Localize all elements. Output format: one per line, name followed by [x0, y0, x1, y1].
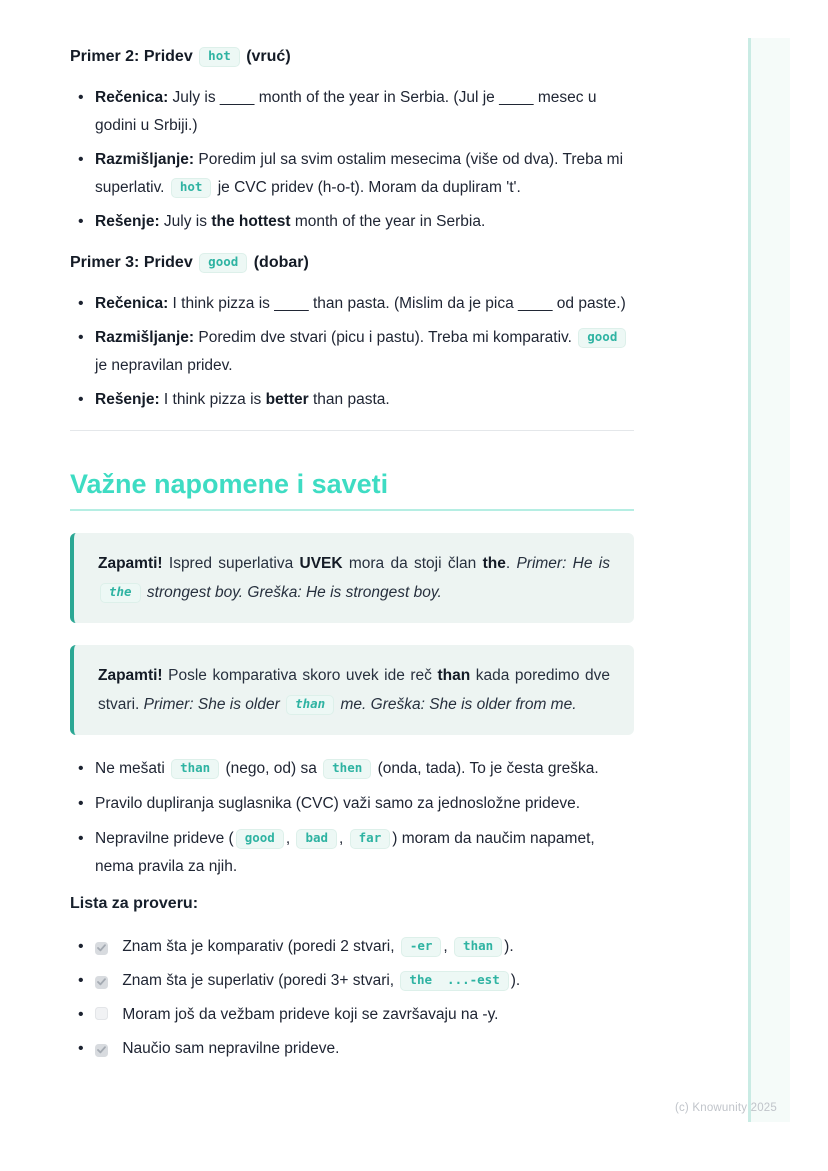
- text-segment: Rečenica:: [95, 295, 169, 312]
- checklist-item: [70, 967, 634, 995]
- checkmark-icon: [97, 1046, 106, 1054]
- text-segment: (nego, od) sa: [221, 760, 322, 777]
- list-item-text: [95, 151, 623, 196]
- code-chip: the ...-est: [400, 971, 508, 991]
- text-segment: je CVC pridev (h-o-t). Moram da dupliram 't'.: [213, 179, 521, 196]
- checkmark-icon: [97, 944, 106, 952]
- document-content: [70, 40, 634, 1069]
- text-segment: Rečenica:: [95, 89, 169, 106]
- list-item-text: [95, 329, 628, 374]
- text-segment: Razmišljanje:: [95, 329, 195, 346]
- text-segment: (onda, tada). To je česta greška.: [373, 760, 599, 777]
- list-item: [70, 825, 634, 881]
- text-segment: ,: [339, 830, 348, 847]
- text-segment: Ispred superlativa: [162, 555, 300, 572]
- list-item-text: [95, 89, 596, 134]
- example-2-list: [70, 84, 634, 236]
- text-segment: Posle komparativa skoro uvek ide reč: [162, 667, 438, 684]
- text-segment: I think pizza is ____ than pasta. (Mislim da je pica ____ od paste.): [168, 295, 626, 312]
- list-item: [70, 208, 634, 236]
- text-segment: Primer 3: Pridev: [70, 254, 198, 271]
- text-segment: month of the year in Serbia.: [290, 213, 486, 230]
- text-segment: (vruć): [241, 48, 291, 65]
- list-item: [70, 146, 634, 202]
- list-item: [70, 755, 634, 783]
- text-segment: mora da stoji član: [342, 555, 483, 572]
- checklist-item-text: [122, 972, 520, 989]
- text-segment: ,: [443, 938, 453, 955]
- list-item-text: [95, 295, 626, 312]
- text-segment: UVEK: [299, 555, 343, 572]
- section-title: Važne napomene i saveti: [70, 467, 634, 511]
- text-segment: Znam šta je komparativ (poredi 2 stvari,: [122, 938, 399, 955]
- text-segment: (dobar): [249, 254, 309, 271]
- callout-note-1: [70, 533, 634, 623]
- text-segment: je nepravilan pridev.: [95, 357, 233, 374]
- list-item-text: [95, 391, 390, 408]
- code-chip: good: [578, 328, 626, 348]
- text-segment: Moram još da vežbam prideve koji se završavaju na -y.: [122, 1006, 499, 1023]
- list-item-text: [95, 795, 580, 812]
- checklist-item: [70, 933, 634, 961]
- code-chip: than: [171, 759, 219, 779]
- text-segment: the hottest: [211, 213, 291, 230]
- list-item: [70, 290, 634, 318]
- text-segment: Znam šta je superlativ (poredi 3+ stvari,: [122, 972, 399, 989]
- text-segment: better: [265, 391, 309, 408]
- text-segment: Primer: She is older: [143, 696, 285, 713]
- code-chip: than: [454, 937, 502, 957]
- example-3-heading: [70, 252, 634, 274]
- checklist-heading: Lista za proveru:: [70, 895, 199, 912]
- text-segment: Poredim jul sa svim ostalim mesecima (više od dva). Treba mi superlativ.: [95, 151, 624, 196]
- checklist-item-text: [122, 1006, 498, 1023]
- text-segment: July is ____ month of the year in Serbia. (Jul je ____ mesec u godini u Srbiji.): [95, 89, 597, 134]
- code-chip: the: [100, 583, 141, 603]
- checklist-item-text: [122, 938, 513, 955]
- text-segment: Rešenje:: [95, 213, 160, 230]
- text-segment: me. Greška: She is older from me.: [336, 696, 577, 713]
- checkmark-icon: [97, 978, 106, 986]
- text-segment: Pravilo dupliranja suglasnika (CVC) važi samo za jednosložne prideve.: [95, 795, 581, 812]
- text-segment: Naučio sam nepravilne prideve.: [122, 1040, 340, 1057]
- text-segment: Primer: He is: [516, 555, 610, 572]
- text-segment: than: [437, 667, 471, 684]
- list-item: [70, 84, 634, 140]
- text-segment: Primer 2: Pridev: [70, 48, 198, 65]
- code-chip: good: [199, 253, 247, 273]
- notes-list: [70, 755, 634, 881]
- text-segment: Poredim dve stvari (picu i pastu). Treba mi komparativ.: [194, 329, 577, 346]
- text-segment: Zapamti!: [98, 667, 163, 684]
- checkbox: [95, 1044, 108, 1057]
- text-segment: ).: [510, 972, 521, 989]
- list-item: [70, 386, 634, 414]
- checkbox: [95, 942, 108, 955]
- text-segment: ) moram da naučim napamet, nema pravila za njih.: [95, 830, 595, 875]
- checkbox: [95, 1007, 108, 1020]
- checklist-item: [70, 1001, 634, 1029]
- text-segment: ).: [504, 938, 514, 955]
- callout-text: [98, 661, 610, 719]
- code-chip: bad: [296, 829, 337, 849]
- text-segment: the: [482, 555, 506, 572]
- code-chip: then: [323, 759, 371, 779]
- text-segment: ,: [285, 830, 295, 847]
- footer-copyright: (c) Knowunity 2025: [674, 1102, 777, 1114]
- example-2-heading: [70, 46, 634, 68]
- text-segment: .: [505, 555, 517, 572]
- code-chip: good: [236, 829, 284, 849]
- list-item-text: [95, 830, 595, 875]
- example-3-list: [70, 290, 634, 414]
- text-segment: I think pizza is: [159, 391, 266, 408]
- callout-text: [98, 549, 610, 607]
- text-segment: Ne mešati: [95, 760, 170, 777]
- list-item-text: [95, 213, 485, 230]
- text-segment: than pasta.: [308, 391, 390, 408]
- list-item: [70, 790, 634, 818]
- code-chip: far: [350, 829, 391, 849]
- text-segment: Zapamti!: [98, 555, 163, 572]
- checklist-item-text: [122, 1040, 339, 1057]
- code-chip: than: [286, 695, 334, 715]
- callout-note-2: [70, 645, 634, 735]
- text-segment: Razmišljanje:: [95, 151, 195, 168]
- checklist-item: [70, 1035, 634, 1063]
- page-edge-decoration: [748, 38, 790, 1122]
- text-segment: Nepravilne prideve (: [95, 830, 234, 847]
- text-segment: strongest boy. Greška: He is strongest boy.: [142, 584, 442, 601]
- code-chip: hot: [171, 178, 212, 198]
- checklist: [70, 933, 634, 1063]
- code-chip: hot: [199, 47, 240, 67]
- text-segment: Rešenje:: [95, 391, 160, 408]
- list-item-text: [95, 760, 599, 777]
- code-chip: -er: [401, 937, 442, 957]
- list-item: [70, 324, 634, 380]
- text-segment: July is: [159, 213, 212, 230]
- text-segment: kada poredimo dve stvari.: [98, 667, 610, 713]
- checkbox: [95, 976, 108, 989]
- section-divider: [70, 430, 634, 431]
